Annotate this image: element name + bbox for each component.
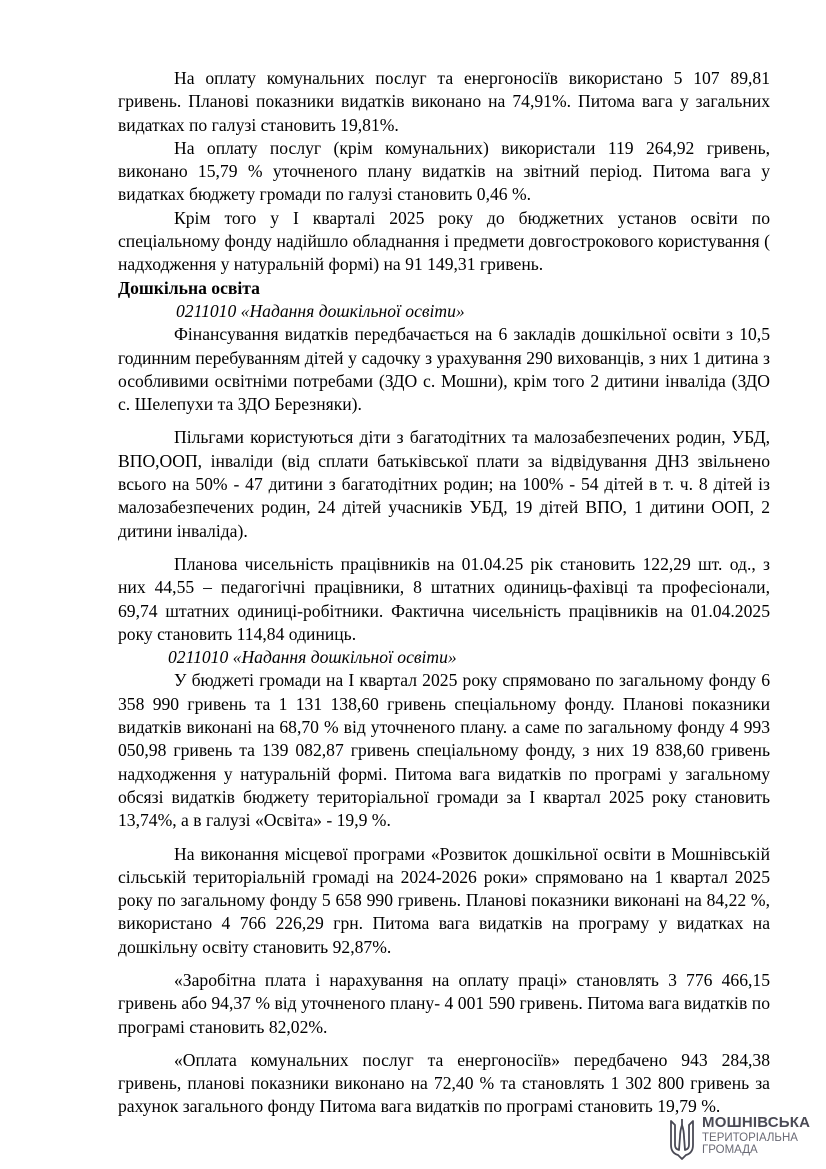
paragraph-local-program: На виконання місцевої програми «Розвиток дошкільної освіти в Мошнівській сільській територіальній громаді на 2024-2026 роки» спрямовано на 1 квартал 2025 року по загальному фонду 5 658 990 гривень. Планові показники виконані на 84,22 %, використано 4 766 226,29 грн. Питома вага видатків на програму у видатках на дошкільну освіту становить 92,87%. xyxy=(118,843,770,957)
paragraph-budget: У бюджеті громади на І квартал 2025 року спрямовано по загальному фонду 6 358 990 гривень та 1 131 138,60 гривень спеціальному фонду. Планові показники видатків виконані на 68,70 % від уточненого плану. а саме по загальному фонду 4 993 050,98 гривень та 139 082,87 гривень спеціальному фонду, з них 19 838,60 гривень надходження у натуральній формі. Питома вага видатків по програмі у загальному обсязі видатків бюджету територіальної громади за І квартал 2025 року становить 13,74%, а в галузі «Освіта» - 19,9 %. xyxy=(118,670,770,831)
paragraph-staff: Планова чисельність працівників на 01.04.25 рік становить 122,29 шт. од., з них 44,55 – педагогічні працівники, 8 штатних одиниць-фахівці та професіонали, 69,74 штатних одиниці-робітники. Фактична чисельність працівників на 01.04.2025 року становить 114,84 одиниць. xyxy=(118,553,770,644)
logo-line-1: ТЕРИТОРІАЛЬНА xyxy=(702,1132,798,1144)
paragraph-services: На оплату послуг (крім комунальних) використали 119 264,92 гривень, виконано 15,79 % уточненого плану видатків на звітний період. Питома вага у видатках бюджету громади по галузі становить 0,46 %. xyxy=(118,137,770,205)
paragraph-salary: «Заробітна плата і нарахування на оплату праці» становлять 3 776 466,15 гривень або 94,37 % від уточненого плану- 4 001 590 гривень. Питома вага видатків по програмі становить 82,02%. xyxy=(118,969,770,1037)
logo-line-2: ГРОМАДА xyxy=(702,1144,758,1156)
program-code-title-2: 0211010 «Надання дошкільної освіти» xyxy=(168,647,457,668)
paragraph-utilities: На оплату комунальних послуг та енергоносіїв використано 5 107 89,81 гривень. Планові показники видатків виконано на 74,91%. Питома вага у загальних видатках по галузі становить 19,81%. xyxy=(118,68,770,135)
paragraph-equipment: Крім того у І кварталі 2025 року до бюджетних установ освіти по спеціальному фонду надійшло обладнання і предмети довгострокового користування ( надходження у натуральній формі) на 91 149,31 гривень. xyxy=(118,207,770,275)
paragraph-utilities-program: «Оплата комунальних послуг та енергоносіїв» передбачено 943 284,38 гривень, планові показники виконано на 72,40 % та становлять 1 302 800 гривень за рахунок загального фонду Питома вага видатків по програмі становить 19,79 %. xyxy=(118,1049,770,1117)
trident-icon xyxy=(668,1117,696,1161)
community-logo xyxy=(668,1113,818,1163)
logo-name: МОШНІВСЬКА xyxy=(702,1114,811,1131)
paragraph-benefits: Пільгами користуються діти з багатодітних та малозабезпечених родин, УБД, ВПО,ООП, інваліди (від сплати батьківської плати за відвідування ДНЗ звільнено всього на 50% - 47 дитини з багатодітних родин; на 100% - 54 дітей в т. ч. 8 дітей із малозабезпечених родин, 24 дітей учасників УБД, 19 дітей ВПО, 1 дитини ООП, 2 дитини інваліда). xyxy=(118,427,770,541)
program-code-title: 0211010 «Надання дошкільної освіти» xyxy=(176,300,465,321)
document-page xyxy=(118,67,770,1119)
section-heading: Дошкільна освіта xyxy=(118,277,260,298)
paragraph-funding: Фінансування видатків передбачається на 6 закладів дошкільної освіти з 10,5 годинним перебуванням дітей у садочку з урахування 290 вихованців, з них 1 дитина з особливими освітніми потребами (ЗДО с. Мошни), крім того 2 дитини інваліда (ЗДО с. Шелепухи та ЗДО Березняки). xyxy=(118,324,770,415)
